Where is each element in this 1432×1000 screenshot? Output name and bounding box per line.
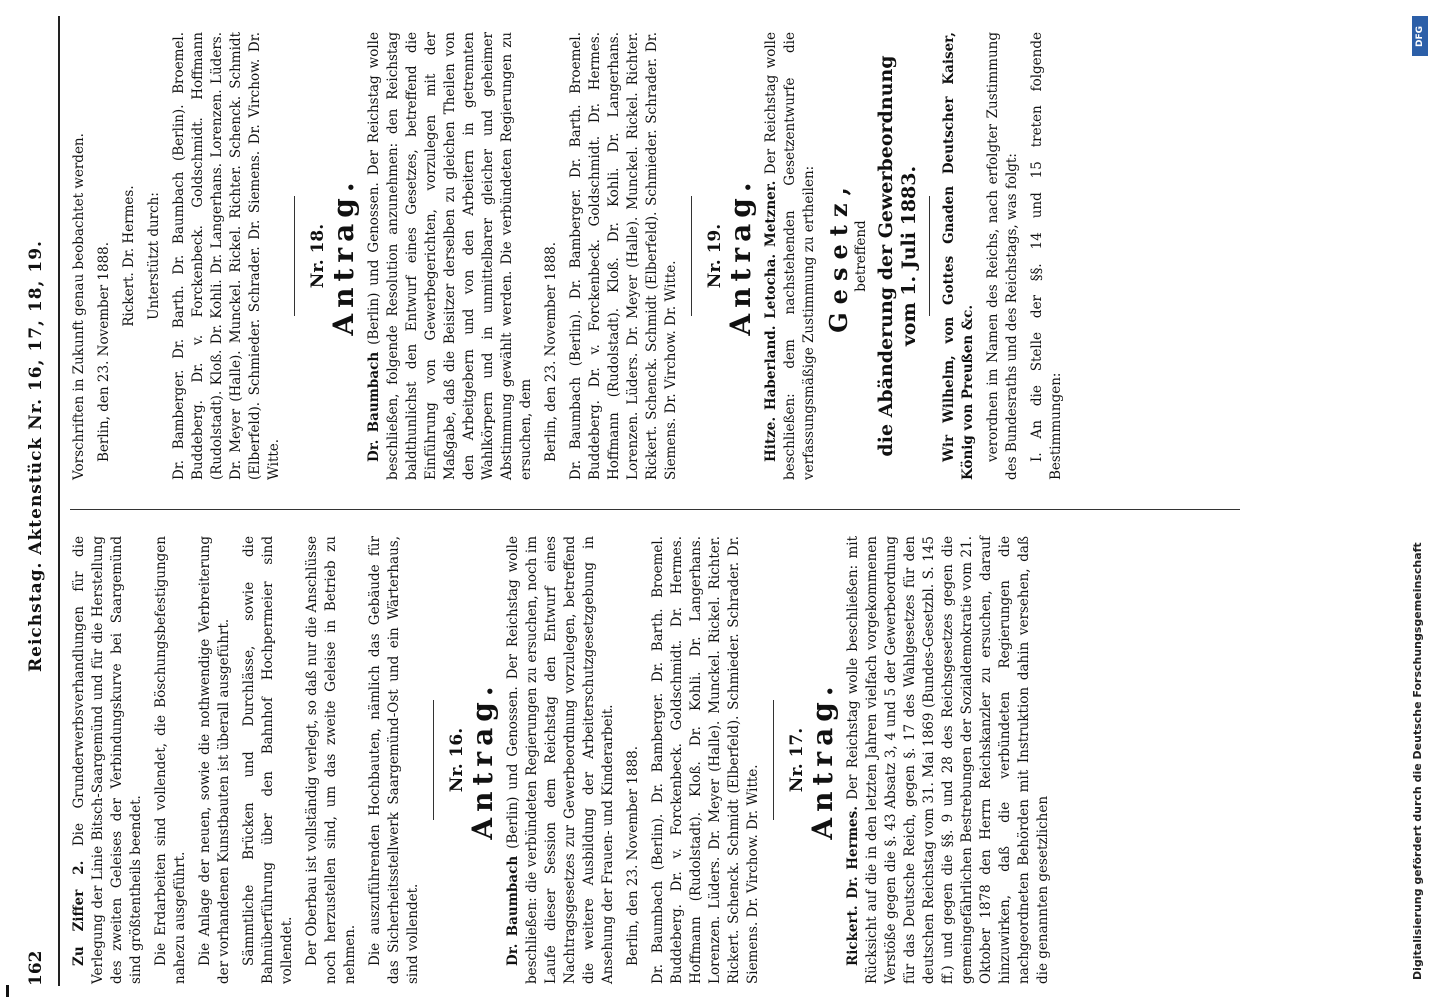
nr19-heading: Nr. 19. (705, 223, 725, 289)
antrag19-heading: Antrag. (724, 176, 757, 336)
nr17-heading: Nr. 17. (787, 727, 807, 793)
antrag17-date: Berlin, den 23. November 1888. (96, 241, 112, 462)
digitization-credit: Digitalisierung gefördert durch die Deutsche Forschungsgemeinschaft (1411, 542, 1424, 980)
section-divider (929, 196, 930, 316)
antrag17-signers: Dr. Bamberger. Dr. Barth. Dr. Baumbach (Berlin). Broemel. Buddeberg. Dr. v. Forckenbeck. Goldschmidt. Hoffmann (Rudolstadt). Kloß. Dr. Kohli. Dr. Langerhans. Lorenzen. Lüders. Dr. Meyer (Halle). Munckel. Rickel. Richter. Schenck. Schmidt (Elberfeld). Schmieder. Schrader. Dr. Siemens. Dr. Virchow. Dr. Witte. (171, 32, 282, 480)
scan-edge-mark (6, 985, 9, 997)
gesetz-title-1: die Abänderung der Gewerbeordnung (875, 55, 897, 457)
antrag18-author: Dr. Baumbach (366, 351, 382, 462)
antrag17-names: Rickert. Dr. Hermes. (121, 185, 137, 327)
antrag17-text: Der Reichstag wolle beschließen: mit Rücksicht auf die in den letzten Jahren vielfach vorgekommenen Verstöße gegen die §. 43 Absatz 3, 4 und 5 der Gewerbeordnung für das Deutsche Reich, gegen §. 17 des Wahlgesetzes für den deutschen Reichstag vom 31. Mai 1869 (Bundes-Gesetzbl. S. 145 ff.) und gegen die §§. 9 und 28 des Reichsgesetzes gegen die gemeingefährlichen Bestrebungen der Sozialdemokratie vom 21. Oktober 1878 den Herrn Reichskanzler zu ersuchen, darauf hinzuwirken, daß die verbündeten Regierungen die nachgeordneten Behörden mit Instruktion dahin versehen, daß die genannten gesetzlichen (845, 535, 1051, 984)
left-column (70, 536, 1059, 984)
section-divider (773, 700, 774, 820)
para-erdarbeiten: Die Erdarbeiten sind vollendet, die Böschungsbefestigungen nahezu ausgeführt. (153, 536, 188, 984)
antrag18-body (365, 32, 536, 480)
page-number: 162 (26, 950, 46, 986)
antrag18-signers: Dr. Baumbach (Berlin). Dr. Bamberger. Dr. Barth. Broemel. Buddeberg. Dr. v. Forckenbeck. Goldschmidt. Dr. Hermes. Hoffmann (Rudolstadt). Kloß. Dr. Kohli. Dr. Langerhans. Lorenzen. Lüders. Dr. Meyer (Halle). Munckel. Rickel. Richter. Rickert. Schenck. Schmidt (Elberfeld). Schmieder. Schrader. Dr. Siemens. Dr. Virchow. Dr. Witte. (568, 32, 679, 480)
para-ziffer2 (70, 536, 146, 984)
column-divider (70, 509, 1240, 510)
preamble-kaiser: Wir Wilhelm, von Gottes Gnaden Deutscher Kaiser, König von Preußen &c. (941, 32, 976, 480)
antrag16-date: Berlin, den 23. November 1888. (625, 745, 641, 966)
antrag17-authors: Rickert. Dr. Hermes. (845, 806, 861, 966)
para-anlage: Die Anlage der neuen, sowie die nothwendige Verbreiterung der vorhandenen Kunstbauten ist überall ausgeführt. (197, 536, 232, 984)
antrag19-body (762, 32, 819, 480)
article-1: I. An die Stelle der §§. 14 und 15 treten folgende Bestimmungen: (1029, 32, 1064, 480)
gesetz-title-2: vom 1. Juli 1883. (898, 165, 920, 347)
page-header (18, 16, 58, 986)
antrag17-continued: Vorschriften in Zukunft genau beobachtet werden. (71, 133, 87, 480)
section-divider (433, 700, 434, 820)
antrag19-authors: Hitze. Haberland. Letocha. Metzner. (763, 180, 779, 462)
gesetz-heading: Gesetz, (824, 179, 853, 333)
dfg-credit-strip (1410, 10, 1430, 990)
antrag19-text: Der Reichstag wolle beschließen: dem nachstehenden Gesetzentwurfe die verfassungsmäßige Zustimmung zu ertheilen: (763, 32, 817, 480)
para-oberbau: Der Oberbau ist vollständig verlegt, so daß nur die Anschlüsse noch herzustellen sind, um das zweite Geleise in Betrieb zu nehmen. (304, 536, 358, 984)
section-divider (294, 196, 295, 316)
nr16-heading: Nr. 16. (447, 727, 467, 793)
support-label: Unterstützt durch: (146, 192, 162, 320)
antrag17-heading: Antrag. (806, 680, 839, 840)
ziffer-lead: Zu Ziffer 2. (71, 860, 87, 966)
section-divider (691, 196, 692, 316)
ziffer-text: Die Grunderwerbsverhandlungen für die Verlegung der Linie Bitsch-Saargemünd und für die Herstellung des zweiten Geleises der Verbindungskurve bei Saargemünd sind größtentheils beendet. (71, 535, 144, 984)
para-hochbauten: Die auszuführenden Hochbauten, nämlich das Gebäude für das Sicherheitsstellwerk Saargemünd-Ost und ein Wärterhaus, sind vollendet. (367, 536, 421, 984)
para-bruecken: Sämmtliche Brücken und Durchlässe, sowie die Bahnüberführung über den Bahnhof Hochpermeier sind vollendet. (241, 536, 295, 984)
running-title: Reichstag. Aktenstück Nr. 16, 17, 18, 19. (26, 240, 46, 672)
dfg-logo-icon: DFG (1412, 16, 1428, 56)
antrag18-heading: Antrag. (327, 176, 360, 336)
antrag18-text: (Berlin) und Genossen. Der Reichstag wolle beschließen, folgende Resolution anzunehmen: den Reichstag baldthunlichst den Entwurf eines Gesetzes, betreffend die Einführung von Gewerbegerichten, vorzulegen mit der Maßgabe, daß die Beisitzer derselben zu gleichen Theilen von den Arbeitgebern und von den Arbeitern in getrennten Wahlkörpern und in unmittelbarer gleicher und geheimer Abstimmung gewählt werden. Die verbündeten Regierungen zu ersuchen, dem (366, 32, 534, 480)
right-column (70, 32, 1072, 480)
antrag16-body (504, 536, 618, 984)
nr18-heading: Nr. 18. (308, 223, 328, 289)
antrag16-author: Dr. Baumbach (505, 855, 521, 966)
header-rule (58, 16, 60, 986)
antrag18-date: Berlin, den 23. November 1888. (543, 241, 559, 462)
gesetz-betreffend: betreffend (853, 220, 869, 292)
antrag16-text: (Berlin) und Genossen. Der Reichstag wolle beschließen: die verbündeten Regierungen zu ersuchen, noch im Laufe dieser Session dem Reichstag den Entwurf eines Nachtragsgesetzes zur Gewerbeordnung vorzulegen, betreffend die weitere Ausbildung der Arbeiterschutzgesetzgebung in Ansehung der Frauen- und Kinderarbeit. (505, 536, 616, 984)
antrag17-body (844, 536, 1053, 984)
antrag16-signers: Dr. Baumbach (Berlin). Dr. Bamberger. Dr. Barth. Broemel. Buddeberg. Dr. v. Forckenbeck. Goldschmidt. Dr. Hermes. Hoffmann (Rudolstadt). Kloß. Dr. Kohli. Dr. Langerhans. Lorenzen. Lüders. Dr. Meyer (Halle). Munckel. Rickel. Richter. Rickert. Schenck. Schmidt (Elberfeld). Schmieder. Schrader. Dr. Siemens. Dr. Virchow. Dr. Witte. (650, 536, 761, 984)
antrag16-heading: Antrag. (466, 680, 499, 840)
preamble-verordnen: verordnen im Namen des Reichs, nach erfolgter Zustimmung des Bundesraths und des Reichstags, was folgt: (985, 32, 1020, 480)
